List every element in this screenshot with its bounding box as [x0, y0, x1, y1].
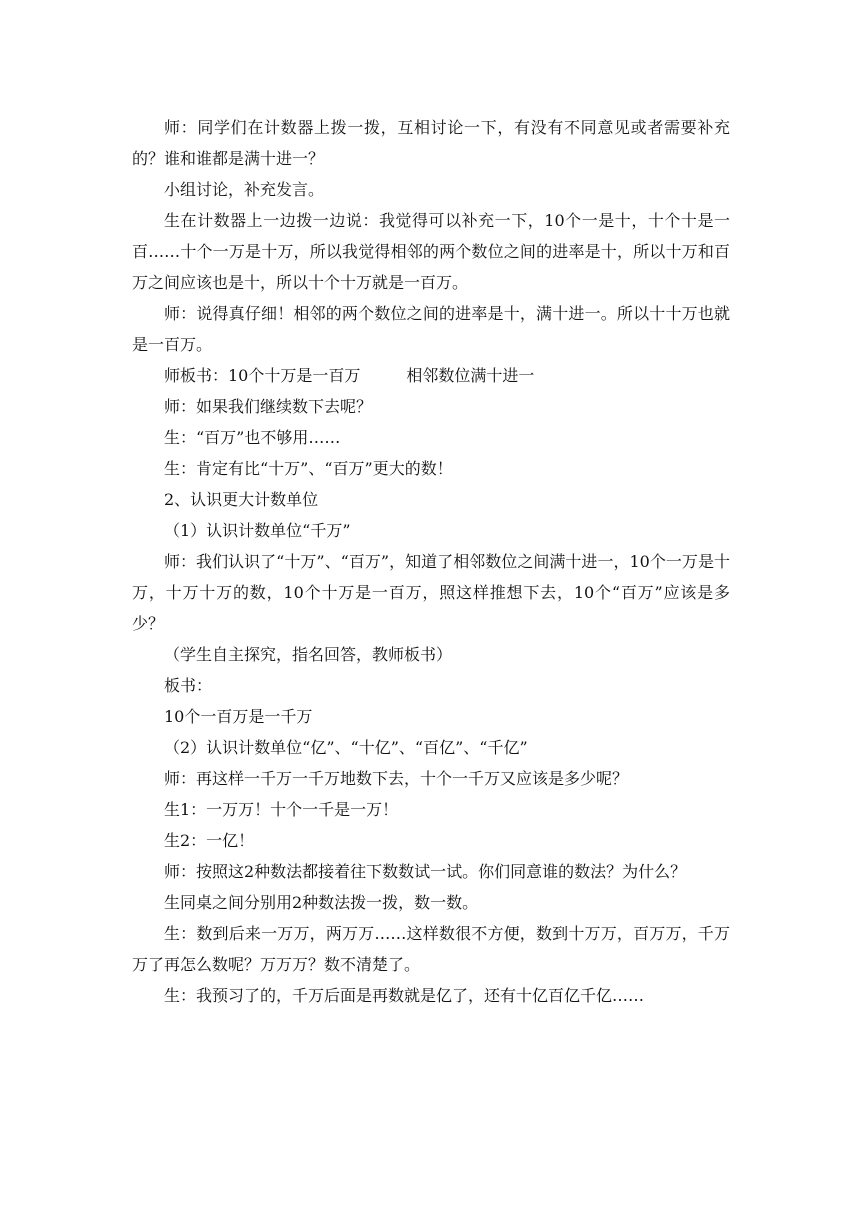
board-writing-main: 师板书：10个十万是一百万 [164, 366, 361, 385]
paragraph-student-difficulty: 生：数到后来一万万，两万万……这样数很不方便，数到十万万，百万万，千万万了再怎么数呢？万万万？数不清楚了。 [132, 924, 730, 974]
paragraph-student-2: 生2：一亿！ [164, 831, 255, 850]
paragraph-student-preview: 生：我预习了的，千万后面是再数就是亿了，还有十亿百亿千亿…… [164, 986, 645, 1005]
paragraph-teacher-reasoning: 师：我们认识了“十万”、“百万”，知道了相邻数位之间满十进一，10个一万是十万，十万十万的数，10个十万是一百万，照这样推想下去，10个“百万”应该是多少？ [132, 552, 730, 633]
paragraph-teacher-praise: 师：说得真仔细！相邻的两个数位之间的进率是十，满十进一。所以十十万也就是一百万。 [132, 304, 730, 354]
paragraph-teacher-question: 师：如果我们继续数下去呢？ [164, 397, 373, 416]
paragraph-student-1: 生1：一万万！十个一千是一万！ [164, 800, 399, 819]
paragraph-board-content: 10个一百万是一千万 [164, 707, 313, 726]
section-heading-larger-units: 2、认识更大计数单位 [164, 490, 319, 509]
board-writing-rule: 相邻数位满十进一 [406, 366, 535, 385]
paragraph-student-explanation: 生在计数器上一边拨一边说：我觉得可以补充一下，10个一是十，十个十是一百……十个一万是十万，所以我觉得相邻的两个数位之间的进率是十，所以十万和百万之间应该也是十，所以十个十万就是一百万。 [132, 211, 730, 292]
subsection-heading-qianwan: （1）认识计数单位“千万” [164, 521, 351, 540]
subsection-heading-yi: （2）认识计数单位“亿”、“十亿”、“百亿”、“千亿” [164, 738, 528, 757]
paragraph-deskmates: 生同桌之间分别用2种数法拨一拨，数一数。 [164, 893, 479, 912]
paragraph-student-reply-2: 生：肯定有比“十万”、“百万”更大的数！ [164, 459, 453, 478]
paragraph-board-label: 板书： [164, 676, 213, 695]
paragraph-teacher-try: 师：按照这2种数法都接着往下数数试一试。你们同意谁的数法？为什么？ [164, 862, 687, 881]
paragraph-student-reply-1: 生：“百万”也不够用…… [164, 428, 341, 447]
paragraph-group-discussion: 小组讨论，补充发言。 [164, 180, 325, 199]
paragraph-teacher-prompt: 师：同学们在计数器上拨一拨，互相讨论一下，有没有不同意见或者需要补充的？谁和谁都是满十进一？ [132, 118, 730, 168]
document-body [132, 112, 730, 1011]
paragraph-board-writing [132, 360, 730, 391]
paragraph-student-explore: （学生自主探究，指名回答，教师板书） [164, 645, 453, 664]
paragraph-teacher-continue: 师：再这样一千万一千万地数下去，十个一千万又应该是多少呢？ [164, 769, 629, 788]
